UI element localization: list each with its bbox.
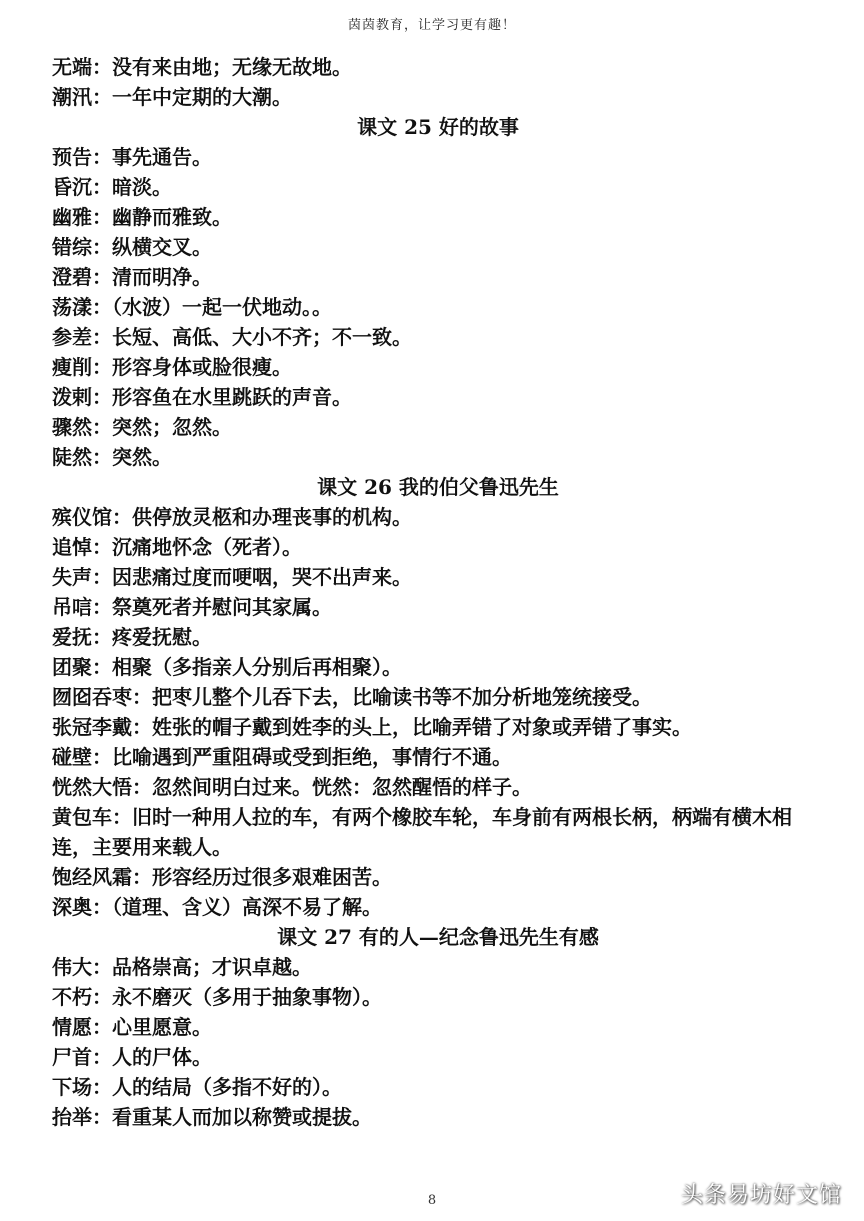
entry-hulun-tunzao: 囫囵吞枣：把枣儿整个儿吞下去，比喻读书等不加分析地笼统接受。 — [52, 685, 652, 709]
entry-hunchen: 昏沉：暗淡。 — [52, 175, 172, 199]
entry-aifu: 爱抚：疼爱抚慰。 — [52, 625, 212, 649]
entry-zhangguan-lidai: 张冠李戴：姓张的帽子戴到姓李的头上，比喻弄错了对象或弄错了事实。 — [52, 715, 692, 739]
entry-huangbaoche: 黄包车：旧时一种用人拉的车，有两个橡胶车轮，车身前有两根长柄，柄端有横木相连，主要用来载人。 — [52, 805, 792, 859]
entry-cuozong: 错综：纵横交叉。 — [52, 235, 212, 259]
entry-binyiguan: 殡仪馆：供停放灵柩和办理丧事的机构。 — [52, 505, 412, 529]
page-number: 8 — [427, 1193, 437, 1208]
entry-qingyuan: 情愿：心里愿意。 — [52, 1015, 212, 1039]
entry-buxiu: 不朽：永不磨灭（多用于抽象事物）。 — [52, 985, 382, 1009]
entry-shen-ao: 深奥：（道理、含义）高深不易了解。 — [52, 895, 382, 919]
entry-diaoyan: 吊唁：祭奠死者并慰问其家属。 — [52, 595, 332, 619]
entry-wuduan: 无端：没有来由地；无缘无故地。 — [52, 55, 352, 79]
entry-shisheng: 失声：因悲痛过度而哽咽，哭不出声来。 — [52, 565, 412, 589]
entry-shishou: 尸首：人的尸体。 — [52, 1045, 212, 1069]
entry-tuanju: 团聚：相聚（多指亲人分别后再相聚）。 — [52, 655, 402, 679]
entry-weida: 伟大：品格崇高；才识卓越。 — [52, 955, 312, 979]
document-body — [52, 52, 824, 1132]
entry-baojing-fengshuang: 饱经风霜：形容经历过很多艰难困苦。 — [52, 865, 392, 889]
entry-youya: 幽雅：幽静而雅致。 — [52, 205, 232, 229]
watermark: 头条易坊好文馆 — [680, 1183, 842, 1208]
entry-pengbi: 碰壁：比喻遇到严重阻碍或受到拒绝，事情行不通。 — [52, 745, 512, 769]
entry-taiju: 抬举：看重某人而加以称赞或提拔。 — [52, 1105, 372, 1129]
lesson-26-heading: 课文 26 我的伯父鲁迅先生 — [317, 475, 559, 499]
entry-douran: 陡然：突然。 — [52, 445, 172, 469]
entry-cenci: 参差：长短、高低、大小不齐；不一致。 — [52, 325, 412, 349]
entry-dangyang: 荡漾：（水波）一起一伏地动。。 — [52, 295, 332, 319]
entry-chengbi: 澄碧：清而明净。 — [52, 265, 212, 289]
entry-chaoxun: 潮汛：一年中定期的大潮。 — [52, 85, 292, 109]
entry-zhouran: 骤然：突然；忽然。 — [52, 415, 232, 439]
entry-xiachang: 下场：人的结局（多指不好的）。 — [52, 1075, 342, 1099]
page-header: 茵茵教育，让学习更有趣！ — [347, 18, 516, 33]
entry-yugao: 预告：事先通告。 — [52, 145, 212, 169]
lesson-25-heading: 课文 25 好的故事 — [357, 115, 519, 139]
entry-pola: 泼剌：形容鱼在水里跳跃的声音。 — [52, 385, 352, 409]
entry-zhuidao: 追悼：沉痛地怀念（死者）。 — [52, 535, 302, 559]
entry-huangran-dawu: 恍然大悟：忽然间明白过来。恍然：忽然醒悟的样子。 — [52, 775, 532, 799]
lesson-27-heading: 课文 27 有的人—纪念鲁迅先生有感 — [277, 925, 599, 949]
entry-shouxue: 瘦削：形容身体或脸很瘦。 — [52, 355, 292, 379]
